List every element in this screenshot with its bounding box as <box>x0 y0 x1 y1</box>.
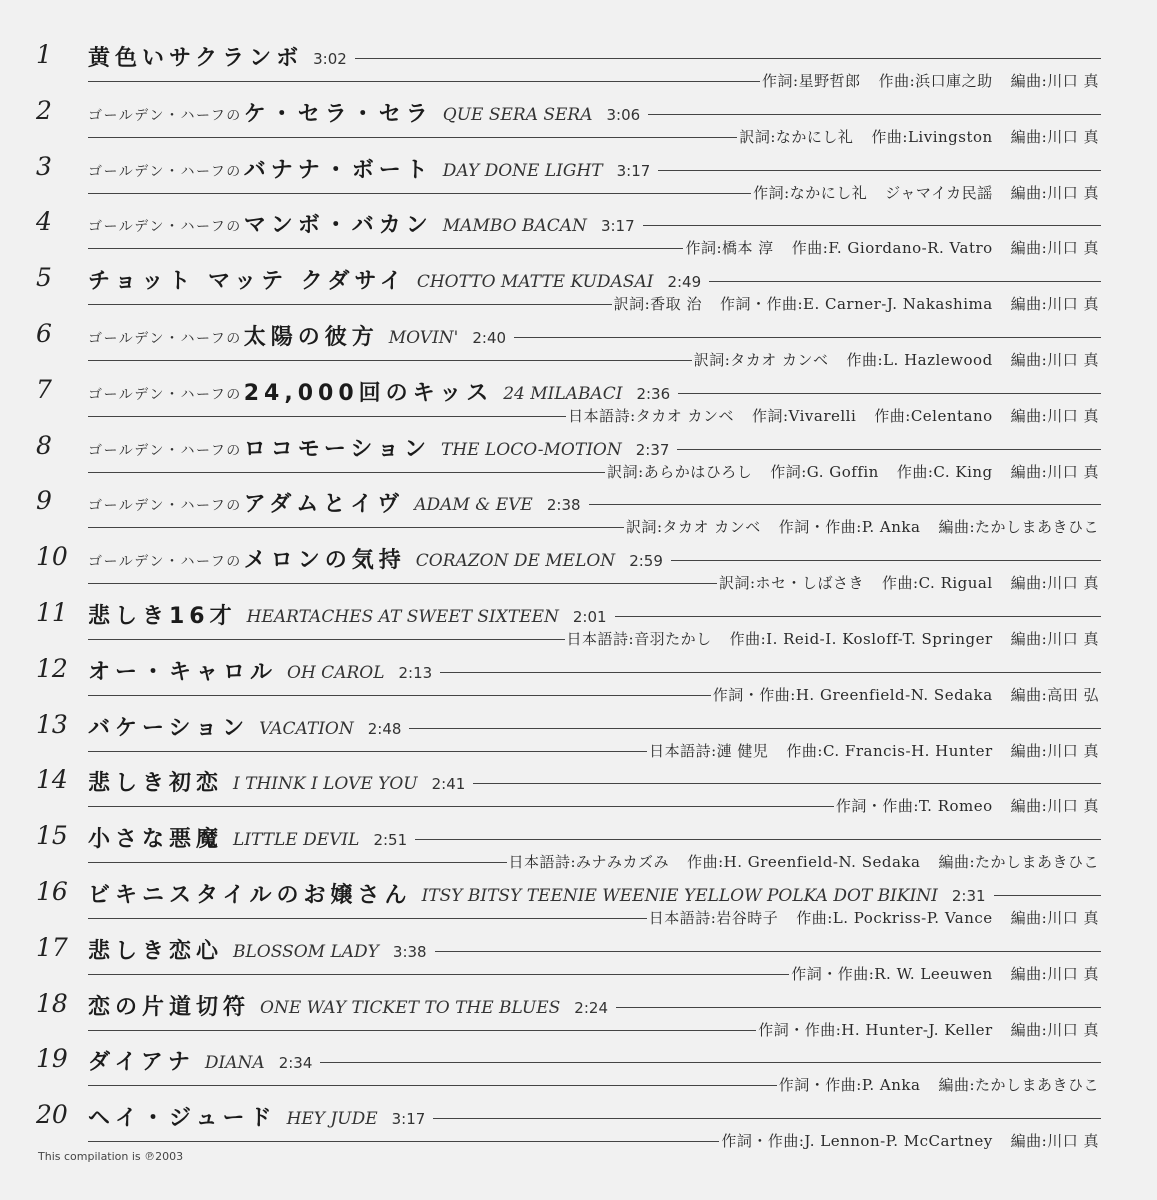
track-row <box>0 596 1157 652</box>
track-title-japanese: ケ・セラ・セラ <box>243 101 433 127</box>
track-title-prefix: ゴールデン・ハーフの <box>88 554 242 571</box>
track-credits <box>762 70 1099 91</box>
track-credit-line <box>88 1018 1099 1040</box>
credit-entry: 編曲:たかしまあきひこ <box>938 518 1099 537</box>
credit-entry: 作詞・作曲:R. W. Leeuwen <box>791 964 993 983</box>
track-credits <box>836 795 1099 816</box>
credit-entry: 訳詞:香取 治 <box>613 295 702 314</box>
track-duration: 2:40 <box>472 329 507 347</box>
track-duration: 2:41 <box>431 775 466 794</box>
title-rule-line <box>677 449 1101 450</box>
track-credits <box>753 182 1099 203</box>
track-row <box>0 652 1157 708</box>
track-title-english: DIANA <box>204 1053 265 1074</box>
track-title-japanese: オー・キャロル <box>88 659 278 685</box>
credit-entry: 日本語詩:音羽たかし <box>566 630 712 648</box>
track-number: 19 <box>36 1044 68 1074</box>
credit-entry: 作詞・作曲:J. Lennon-P. McCartney <box>721 1132 993 1151</box>
track-title-english: VACATION <box>259 718 354 739</box>
track-number: 2 <box>36 95 52 125</box>
title-rule-line <box>514 337 1101 338</box>
track-duration: 2:13 <box>398 663 433 682</box>
track-row <box>0 150 1157 206</box>
credit-entry: 編曲:川口 真 <box>1010 1132 1099 1151</box>
track-duration: 2:59 <box>629 552 663 571</box>
credit-entry: 作詞・作曲:P. Anka <box>778 1076 921 1095</box>
credit-entry: 編曲:高田 弘 <box>1010 685 1099 704</box>
track-row <box>0 875 1157 931</box>
track-number: 4 <box>36 207 52 237</box>
track-title-line <box>88 991 1101 1021</box>
track-credits <box>567 628 1099 649</box>
track-title-english: HEARTACHES AT SWEET SIXTEEN <box>246 607 559 627</box>
credit-rule-line <box>88 248 683 249</box>
track-row <box>0 763 1157 819</box>
credit-entry: 編曲:川口 真 <box>1010 406 1099 425</box>
track-number: 17 <box>36 932 68 962</box>
credit-rule-line <box>88 81 760 82</box>
track-title-line <box>88 321 1101 351</box>
title-rule-line <box>473 783 1101 784</box>
title-rule-line <box>589 504 1101 505</box>
credit-entry: 作曲:C. Francis-H. Hunter <box>786 741 993 760</box>
credit-rule-line <box>88 639 565 640</box>
track-row <box>0 429 1157 485</box>
track-title-prefix: ゴールデン・ハーフの <box>88 331 242 347</box>
track-number: 6 <box>36 319 52 348</box>
track-duration: 3:06 <box>606 105 641 124</box>
track-credits <box>685 237 1099 258</box>
track-credit-line <box>88 292 1099 314</box>
track-title-line <box>88 209 1101 239</box>
track-number: 20 <box>36 1100 68 1130</box>
track-title-line <box>88 544 1101 574</box>
track-title-prefix: ゴールデン・ハーフの <box>88 498 242 515</box>
track-number: 14 <box>36 765 68 795</box>
credit-entry: 作詞:星野哲郎 <box>762 72 861 90</box>
track-row <box>0 540 1157 596</box>
credit-entry: 作曲:L. Hazlewood <box>846 351 993 369</box>
track-number: 18 <box>36 988 68 1018</box>
track-title-japanese: アダムとイヴ <box>243 492 405 518</box>
track-title-japanese: 小さな悪魔 <box>88 827 224 853</box>
track-credits <box>719 572 1099 593</box>
credit-entry: 訳詞:なかにし礼 <box>739 127 854 146</box>
track-duration: 2:51 <box>373 831 408 850</box>
track-credit-line <box>88 236 1099 258</box>
track-credit-line <box>88 515 1099 537</box>
track-duration: 3:02 <box>313 50 347 68</box>
credit-rule-line <box>88 527 624 528</box>
track-title-japanese: 悲しき16才 <box>88 604 237 629</box>
track-duration: 2:36 <box>636 384 671 403</box>
track-title-prefix: ゴールデン・ハーフの <box>88 219 242 236</box>
credit-entry: 作曲:H. Greenfield-N. Sedaka <box>687 853 921 872</box>
credit-rule-line <box>88 304 612 305</box>
track-credit-line <box>88 962 1099 984</box>
track-duration: 2:37 <box>635 440 670 459</box>
track-row <box>0 1042 1157 1098</box>
track-title-line <box>88 1046 1101 1076</box>
track-title-japanese: チョット マッテ クダサイ <box>88 269 407 295</box>
credit-entry: 訳詞:あらかはひろし <box>607 462 753 481</box>
track-title-line <box>88 154 1101 184</box>
track-credit-line <box>88 69 1099 91</box>
track-number: 12 <box>36 653 68 683</box>
track-row <box>0 261 1157 317</box>
track-title-line <box>88 265 1101 295</box>
track-title-english: LITTLE DEVIL <box>233 830 360 851</box>
track-row <box>0 931 1157 987</box>
credit-entry: 作曲:浜口庫之助 <box>878 72 993 90</box>
track-credits <box>713 684 1099 705</box>
track-title-japanese: 24,000回のキッス <box>243 380 494 406</box>
credit-entry: 編曲:川口 真 <box>1010 741 1099 760</box>
credit-rule-line <box>88 360 692 361</box>
track-credits <box>614 293 1099 314</box>
track-credit-line <box>88 1073 1099 1095</box>
credit-entry: 編曲:川口 真 <box>1010 183 1099 202</box>
track-title-japanese: 悲しき恋心 <box>88 938 224 964</box>
track-credit-line <box>88 627 1099 649</box>
credit-entry: 編曲:川口 真 <box>1010 239 1099 258</box>
track-title-english: MAMBO BACAN <box>442 216 587 237</box>
credit-entry: 編曲:川口 真 <box>1010 462 1099 481</box>
track-number: 13 <box>36 709 68 739</box>
track-credit-line <box>88 571 1099 593</box>
title-rule-line <box>658 170 1101 171</box>
credit-entry: 編曲:川口 真 <box>1010 127 1099 146</box>
track-title-japanese: バケーション <box>88 715 250 741</box>
track-title-japanese: 太陽の彼方 <box>243 325 379 350</box>
copyright-notice: This compilation is ℗2003 <box>38 1150 184 1163</box>
track-title-line <box>88 823 1101 853</box>
track-title-english: I THINK I LOVE YOU <box>233 774 418 795</box>
track-title-japanese: メロンの気持 <box>243 548 406 574</box>
credit-rule-line <box>88 1141 719 1142</box>
track-duration: 2:49 <box>667 273 702 292</box>
credit-rule-line <box>88 695 711 696</box>
title-rule-line <box>616 1007 1101 1008</box>
credit-entry: 作曲:C. Rigual <box>882 574 993 593</box>
track-title-line <box>88 433 1101 463</box>
track-row <box>0 987 1157 1043</box>
track-number: 5 <box>36 263 52 293</box>
track-credits <box>626 516 1099 537</box>
track-title-japanese: ロコモーション <box>243 436 431 462</box>
track-title-line <box>88 712 1101 742</box>
track-number: 15 <box>36 821 68 851</box>
credit-entry: 訳詞:タカオ カンベ <box>693 351 829 369</box>
title-rule-line <box>678 393 1101 394</box>
credit-entry: 編曲:川口 真 <box>1010 351 1099 369</box>
track-title-english: MOVIN' <box>388 328 459 348</box>
track-duration: 2:01 <box>572 608 607 626</box>
track-row <box>0 373 1157 429</box>
credit-entry: 作詞:橋本 淳 <box>685 239 774 258</box>
track-number: 1 <box>36 40 52 69</box>
track-title-english: OH CAROL <box>287 662 385 683</box>
title-rule-line <box>433 1118 1101 1119</box>
title-rule-line <box>415 839 1101 840</box>
track-title-japanese: 悲しき初恋 <box>88 771 224 797</box>
track-title-line <box>88 1102 1101 1132</box>
track-credit-line <box>88 794 1099 816</box>
credit-entry: 作詞・作曲:H. Greenfield-N. Sedaka <box>712 685 993 704</box>
title-rule-line <box>709 281 1101 282</box>
credit-entry: 編曲:川口 真 <box>1010 797 1099 816</box>
track-credit-line <box>88 906 1099 928</box>
credit-entry: 作詞:なかにし礼 <box>753 183 868 202</box>
track-duration: 2:38 <box>546 496 581 515</box>
track-title-japanese: ヘイ・ジュード <box>88 1106 277 1132</box>
track-title-english: BLOSSOM LADY <box>233 941 379 962</box>
track-number: 8 <box>36 430 52 460</box>
track-credit-line <box>88 1129 1099 1151</box>
track-duration: 3:38 <box>392 942 427 961</box>
credit-entry: 編曲:たかしまあきひこ <box>938 853 1099 872</box>
track-row <box>0 38 1157 94</box>
credit-entry: 作詞・作曲:P. Anka <box>778 518 921 537</box>
credit-entry: 日本語詩:岩谷時子 <box>648 909 779 927</box>
track-credit-line <box>88 683 1099 705</box>
credit-rule-line <box>88 806 834 807</box>
track-title-japanese: 黄色いサクランボ <box>88 46 304 71</box>
credit-entry: 作曲:L. Pockriss-P. Vance <box>796 909 993 927</box>
track-title-english: 24 MILABACI <box>503 383 623 404</box>
track-credits <box>721 1130 1099 1151</box>
title-rule-line <box>615 616 1101 617</box>
credit-entry: 作詞・作曲:H. Hunter-J. Keller <box>758 1020 993 1039</box>
track-duration: 3:17 <box>616 161 651 180</box>
track-credit-line <box>88 181 1099 203</box>
track-title-line <box>88 767 1101 797</box>
track-title-japanese: 恋の片道切符 <box>88 994 251 1020</box>
credit-entry: 日本語詩:みナみカズみ <box>508 853 670 872</box>
track-duration: 2:24 <box>574 998 608 1017</box>
credit-rule-line <box>88 472 605 473</box>
title-rule-line <box>320 1062 1101 1063</box>
track-title-japanese: ダイアナ <box>88 1050 195 1076</box>
title-rule-line <box>409 728 1101 729</box>
track-title-english: ITSY BITSY TEENIE WEENIE YELLOW POLKA DOT BIKINI <box>421 886 938 906</box>
track-title-prefix: ゴールデン・ハーフの <box>88 442 242 459</box>
track-row <box>0 708 1157 764</box>
track-number: 11 <box>36 598 68 627</box>
credit-entry: 作曲:F. Giordano-R. Vatro <box>791 239 993 258</box>
track-title-english: ONE WAY TICKET TO THE BLUES <box>260 997 561 1018</box>
track-number: 3 <box>36 151 52 181</box>
track-title-line <box>88 879 1101 909</box>
track-title-english: HEY JUDE <box>286 1109 378 1130</box>
track-title-line <box>88 377 1101 407</box>
credit-entry: 編曲:川口 真 <box>1010 964 1099 983</box>
credit-rule-line <box>88 583 717 584</box>
title-rule-line <box>355 58 1101 59</box>
track-number: 7 <box>36 374 52 404</box>
title-rule-line <box>994 895 1101 896</box>
credit-rule-line <box>88 137 737 138</box>
track-title-line <box>88 42 1101 72</box>
track-duration: 3:17 <box>391 1110 426 1129</box>
track-title-prefix: ゴールデン・ハーフの <box>88 386 242 403</box>
track-credit-line <box>88 850 1099 872</box>
track-title-english: QUE SERA SERA <box>442 104 593 125</box>
credit-entry: 編曲:川口 真 <box>1010 574 1099 593</box>
track-credit-line <box>88 125 1099 147</box>
credit-entry: 編曲:川口 真 <box>1010 295 1099 314</box>
track-credits <box>649 740 1099 761</box>
credit-entry: 編曲:川口 真 <box>1010 1020 1099 1039</box>
credit-entry: 編曲:たかしまあきひこ <box>938 1076 1099 1095</box>
credit-entry: 作詞・作曲:T. Romeo <box>835 797 993 816</box>
credit-entry: ジャマイカ民謡 <box>885 183 993 202</box>
track-credits <box>607 461 1099 482</box>
track-number: 16 <box>36 877 68 906</box>
track-title-english: CHOTTO MATTE KUDASAI <box>416 272 654 293</box>
track-title-line <box>88 98 1101 128</box>
track-title-line <box>88 935 1101 965</box>
credit-entry: 訳詞:ホセ・しばさき <box>718 574 865 593</box>
track-title-english: CORAZON DE MELON <box>415 551 616 572</box>
credit-rule-line <box>88 1085 777 1086</box>
track-credits <box>779 1074 1099 1095</box>
title-rule-line <box>648 114 1101 115</box>
track-duration: 2:48 <box>367 719 402 738</box>
credit-entry: 訳詞:タカオ カンベ <box>625 518 761 537</box>
track-row <box>0 317 1157 373</box>
credit-rule-line <box>88 1030 756 1031</box>
track-title-english: DAY DONE LIGHT <box>442 160 603 181</box>
track-row <box>0 1098 1157 1154</box>
credit-entry: 日本語詩:タカオ カンベ <box>568 406 734 425</box>
track-title-japanese: マンボ・バカン <box>243 213 433 239</box>
title-rule-line <box>435 951 1101 952</box>
credit-entry: 作曲:C. King <box>896 462 993 481</box>
track-credits <box>791 963 1099 984</box>
credit-entry: 編曲:川口 真 <box>1010 72 1099 90</box>
title-rule-line <box>440 672 1101 673</box>
title-rule-line <box>671 560 1101 561</box>
track-title-japanese: ビキニスタイルのお嬢さん <box>88 883 412 908</box>
title-rule-line <box>643 225 1101 226</box>
credit-entry: 作詞:Vivarelli <box>751 406 857 425</box>
track-title-prefix: ゴールデン・ハーフの <box>88 107 242 124</box>
credit-entry: 作曲:I. Reid-I. Kosloff-T. Springer <box>729 630 993 648</box>
track-row <box>0 484 1157 540</box>
credit-entry: 作曲:Livingston <box>871 127 993 146</box>
track-title-line <box>88 600 1101 630</box>
credit-entry: 編曲:川口 真 <box>1010 630 1099 648</box>
track-credit-line <box>88 739 1099 761</box>
credit-entry: 作詞・作曲:E. Carner-J. Nakashima <box>719 295 993 314</box>
track-title-line <box>88 656 1101 686</box>
track-credits <box>694 349 1099 370</box>
track-duration: 3:17 <box>600 217 635 236</box>
track-number: 10 <box>36 542 68 572</box>
track-row <box>0 819 1157 875</box>
track-row <box>0 94 1157 150</box>
track-title-prefix: ゴールデン・ハーフの <box>88 163 242 180</box>
credit-entry: 作曲:Celentano <box>874 406 993 425</box>
track-credits <box>649 907 1099 928</box>
track-number: 9 <box>36 486 52 516</box>
track-credits <box>509 851 1100 872</box>
track-duration: 2:31 <box>951 887 986 905</box>
credit-entry: 日本語詩:漣 健児 <box>649 741 769 760</box>
track-credits <box>568 405 1099 426</box>
track-title-english: THE LOCO-MOTION <box>441 439 622 460</box>
credit-rule-line <box>88 918 647 919</box>
track-credit-line <box>88 460 1099 482</box>
track-title-english: ADAM & EVE <box>414 495 533 516</box>
track-credits <box>758 1019 1099 1040</box>
track-row <box>0 205 1157 261</box>
track-credits <box>739 126 1099 147</box>
track-credit-line <box>88 404 1099 426</box>
credit-rule-line <box>88 751 647 752</box>
credit-entry: 作詞:G. Goffin <box>770 462 879 481</box>
credit-rule-line <box>88 193 751 194</box>
credit-entry: 編曲:川口 真 <box>1010 909 1099 927</box>
credit-rule-line <box>88 974 789 975</box>
credit-rule-line <box>88 416 566 417</box>
track-credit-line <box>88 348 1099 370</box>
track-title-line <box>88 488 1101 518</box>
track-title-japanese: バナナ・ボート <box>243 157 433 183</box>
track-duration: 2:34 <box>278 1054 313 1073</box>
credit-rule-line <box>88 862 507 863</box>
